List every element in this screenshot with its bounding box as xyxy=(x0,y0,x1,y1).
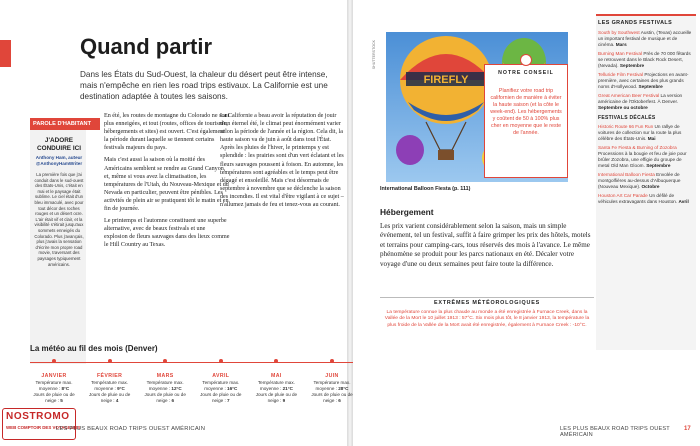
month-temp xyxy=(252,380,300,391)
festival-item xyxy=(598,145,692,169)
festival-desc: Envolée de montgolfières au-dessus d'Albuquerque (Nouveau Mexique). xyxy=(598,172,681,189)
rain-label: Jours de pluie ou de neige : xyxy=(255,392,298,403)
rain-value: 7 xyxy=(227,397,230,403)
month-temp xyxy=(86,380,134,391)
rain-value: 6 xyxy=(338,397,341,403)
festival-name: Burning Man Festival xyxy=(598,51,643,56)
festival-name: Historic Route 66 Fun Run xyxy=(598,124,654,129)
temp-value: 12°C xyxy=(171,385,182,391)
page-number-right: 17 xyxy=(684,426,691,432)
festival-item xyxy=(598,72,692,90)
weather-month xyxy=(30,373,78,403)
local-voice-heading: J'ADORE CONDUIRE ICI xyxy=(36,137,82,152)
footer-right: LES PLUS BEAUX ROAD TRIPS OUEST AMÉRICAIN xyxy=(560,426,670,438)
local-voice-author xyxy=(32,155,86,167)
author-handle: @AnthonyHamWriter xyxy=(35,161,83,166)
intro-paragraph: Dans les États du Sud-Ouest, la chaleur du désert peut être intense, mais n'empêche en rien les road trips estivaux. La Californie est une destination adaptée à toutes les saisons. xyxy=(80,70,328,101)
month-rain xyxy=(252,392,300,403)
festival-name: Telluride Film Festival xyxy=(598,72,644,77)
month-rain xyxy=(30,392,78,403)
weather-month xyxy=(86,373,134,403)
advice-body: Planifiez votre road trip californien de manière à éviter la haute saison (et la côte le week-end). Les hébergements y coûtent de 50 à 100% plus cher en moyenne que le reste de l'année. xyxy=(490,88,562,136)
rain-value: 4 xyxy=(115,397,119,403)
advice-title: NOTRE CONSEIL xyxy=(498,70,554,76)
month-temp xyxy=(141,380,189,391)
festivals-list xyxy=(598,30,692,208)
temp-label: Température max. moyenne : xyxy=(91,380,129,391)
local-voice-tag: PAROLE D'HABITANT xyxy=(30,118,100,130)
festival-name: Houston Art Car Parade xyxy=(598,193,648,198)
festival-item xyxy=(598,93,692,111)
month-dot xyxy=(108,359,112,363)
month-rain xyxy=(141,392,189,403)
body-paragraph: Le printemps et l'automne constituent une superbe alternative, avec de beaux festivals et une explosion de fleurs sauvages dans des lieux comme le Hill Country au Texas. xyxy=(104,218,230,249)
month-rain xyxy=(197,392,245,403)
month-name: AVRIL xyxy=(212,373,230,379)
month-rain xyxy=(86,392,134,403)
festival-date: Mars xyxy=(615,42,627,47)
month-name: FÉVRIER xyxy=(96,373,123,379)
month-rain xyxy=(308,392,356,403)
festivals-subheading: FESTIVALS DÉCALÉS xyxy=(598,115,656,121)
advice-icon xyxy=(520,54,532,66)
page-title: Quand partir xyxy=(80,34,213,59)
festival-date: Octobre xyxy=(641,184,660,189)
month-name: JUIN xyxy=(325,373,339,379)
festival-date: Avril xyxy=(678,199,689,204)
body-paragraph: Mais c'est aussi la saison où la moitié des Américains semblent se rendre au Grand Canyon, et, même si vous avez la climatisation, les températures de l'Utah, du Nouveau-Mexique et du Nevada en particulier, peuvent être pénibles. Les activités de plein air se pratiquent tôt le matin et en fin de journée. xyxy=(104,157,229,213)
rain-label: Jours de pluie ou de neige : xyxy=(311,392,353,403)
month-name: JANVIER xyxy=(41,373,67,379)
month-name: MAI xyxy=(271,373,282,379)
festival-item xyxy=(598,51,692,69)
weather-month xyxy=(141,373,189,403)
footer-left: LES PLUS BEAUX ROAD TRIPS OUEST AMÉRICAIN xyxy=(56,426,206,432)
section-marker xyxy=(0,40,11,67)
body-paragraph: La Californie a beau avoir la réputation de jouir d'un éternel été, le climat peut énormément varier selon la période de l'année et la région. Cela dit, la haute saison va de juin à août dans tout l'État. Après les pluies de l'hiver, le printemps y est splendide : les prairies sont d'un vert éclatant et les fleurs sauvages poussent à foison. En automne, les températures sont agréables et le temps peut être dégagé et ensoleillé. Mais c'est désormais de septembre à novembre que se déclenche la saison des incendies. Il est vital d'être vigilant à ce sujet – n'allumez jamais de feu et tenez-vous au courant. xyxy=(220,113,344,209)
author-name: Anthony Ham, auteur xyxy=(35,155,83,160)
body-paragraph: En été, les routes de montagne du Colorado ne sont plus enneigées, et tout (routes, offices de tourisme, hébergements et sites) est ouvert. C'est également la période durant laquelle se tiennent certains festivals majeurs du pays. xyxy=(104,113,230,152)
month-temp xyxy=(30,380,78,391)
festival-date: Septembre xyxy=(638,84,663,89)
weather-month xyxy=(252,373,300,403)
rain-value: 5 xyxy=(60,397,63,403)
accommodation-text: Les prix varient considérablement selon la saison, mais un simple événement, tel un festival, suffit à faire grimper les prix des hôtels, motels et terrains pour camping-cars, tous réservés des mois à l'avance. Le même phénomène se produit pour les parcs nationaux en été. Décaler votre voyage d'une ou deux semaines peut faire toute la différence. xyxy=(380,222,591,268)
rain-label: Jours de pluie ou de neige : xyxy=(144,392,186,403)
extremes-divider xyxy=(380,297,594,298)
festival-date: Septembre xyxy=(619,63,645,68)
temp-label: Température max. moyenne : xyxy=(146,380,184,391)
festival-name: South by Southwest xyxy=(598,30,640,35)
festival-item xyxy=(598,30,692,48)
festival-desc: Processions à la bougie et feu de joie pour brûler Zozobra, une effigie du groupe de metal Old Man Gloom. xyxy=(598,151,687,168)
month-temp xyxy=(197,380,245,391)
rain-label: Jours de pluie ou de neige : xyxy=(200,392,242,403)
temp-label: Température max. moyenne : xyxy=(313,380,351,391)
weather-month xyxy=(308,373,356,403)
festival-desc: Projections en avant-première, avec certaines des plus grands noms d'Hollywood. xyxy=(598,72,689,89)
weather-month xyxy=(197,373,245,403)
weather-title: La météo au fil des mois (Denver) xyxy=(30,344,158,353)
photo-caption: International Balloon Fiesta (p. 111) xyxy=(380,186,471,192)
temp-value: 21°C xyxy=(282,385,293,391)
festival-name: Santa Fe Fiesta & Burning of Zozobra xyxy=(598,145,677,150)
month-dot xyxy=(219,359,223,363)
body-column-1 xyxy=(104,112,230,254)
festivals-heading: LES GRANDS FESTIVALS xyxy=(598,20,673,26)
festival-desc: Austin, (Texas) accueille un important festival de musique et de cinéma. xyxy=(598,30,692,47)
rain-value: 6 xyxy=(171,397,174,403)
festival-date: Septembre xyxy=(646,163,671,168)
local-voice-body: La première fois que j'ai conduit dans le sud-ouest des États-Unis, c'était en mai et le paysage était sublime. Le ciel était d'un bleu immaculé, avec pour tout décor des roches rouges et un désert ocre. L'air était vif et clair, et la visibilité s'étirait jusqu'aux sommets enneigés du Colorado. Plus j'avançais, plus j'avais la sensation d'écrire mon propre road movie, traversant des paysages typiquement américains. xyxy=(34,172,84,267)
festivals-accent xyxy=(596,14,696,16)
extremes-body: La température connue la plus chaude au monde a été enregistrée à Furnace Creek, dans la Vallée de la Mort le 10 juillet 1913 : 57°C. Six mois plus tôt, le 8 janvier 1913, la température la plus froide de la Vallée de la Mort avait été enregistrée, également à Furnace Creek : -10°C. xyxy=(384,310,590,328)
festival-desc: Un défilé de véhicules extravagants dans Houston. xyxy=(598,193,678,204)
photo-credit: SHUTTERSTOCK xyxy=(372,40,376,70)
festival-item xyxy=(598,172,692,190)
festival-item xyxy=(598,193,692,205)
festival-name: Great American Beer Festival xyxy=(598,93,660,98)
logo-name: NOSTROMO xyxy=(6,411,70,422)
month-dot xyxy=(52,359,56,363)
temp-label: Température max. moyenne : xyxy=(257,380,295,391)
festival-name: International Balloon Fiesta xyxy=(598,172,655,177)
month-temp xyxy=(308,380,356,391)
rain-label: Jours de pluie ou de neige : xyxy=(88,392,131,403)
rain-value: 9 xyxy=(282,397,286,403)
logo-subtitle: WEB COMPTOIR DES VOYAGEURS xyxy=(6,425,81,430)
festival-date: Septembre ou octobre xyxy=(598,105,648,110)
temp-value: 28°C xyxy=(338,385,349,391)
festival-item xyxy=(598,124,692,142)
accommodation-heading: Hébergement xyxy=(380,207,434,217)
festival-desc: Près de 70 000 fêtards se retrouvent dans le Black Rock Desert, (Nevada). xyxy=(598,51,691,68)
body-column-2 xyxy=(220,112,346,213)
temp-value: 16°C xyxy=(227,385,238,391)
temp-label: Température max. moyenne : xyxy=(202,380,240,391)
extremes-title: EXTRÊMES MÉTÉOROLOGIQUES xyxy=(433,300,541,306)
temp-value: 9°C xyxy=(117,385,125,391)
festival-desc: La version américaine de l'Oktoberfest. À Denver. xyxy=(598,93,683,104)
month-name: MARS xyxy=(156,373,174,379)
rain-label: Jours de pluie ou de neige : xyxy=(33,392,75,403)
festival-date: Mai xyxy=(647,136,656,141)
temp-label: Température max. moyenne : xyxy=(35,380,73,391)
temp-value: 8°C xyxy=(61,385,70,391)
balloon-lettering: FIREFLY xyxy=(423,74,469,86)
month-dot xyxy=(330,359,334,363)
festival-desc: Un rallye de voitures de collection sur la route la plus célèbre des États-Unis. xyxy=(598,124,682,141)
